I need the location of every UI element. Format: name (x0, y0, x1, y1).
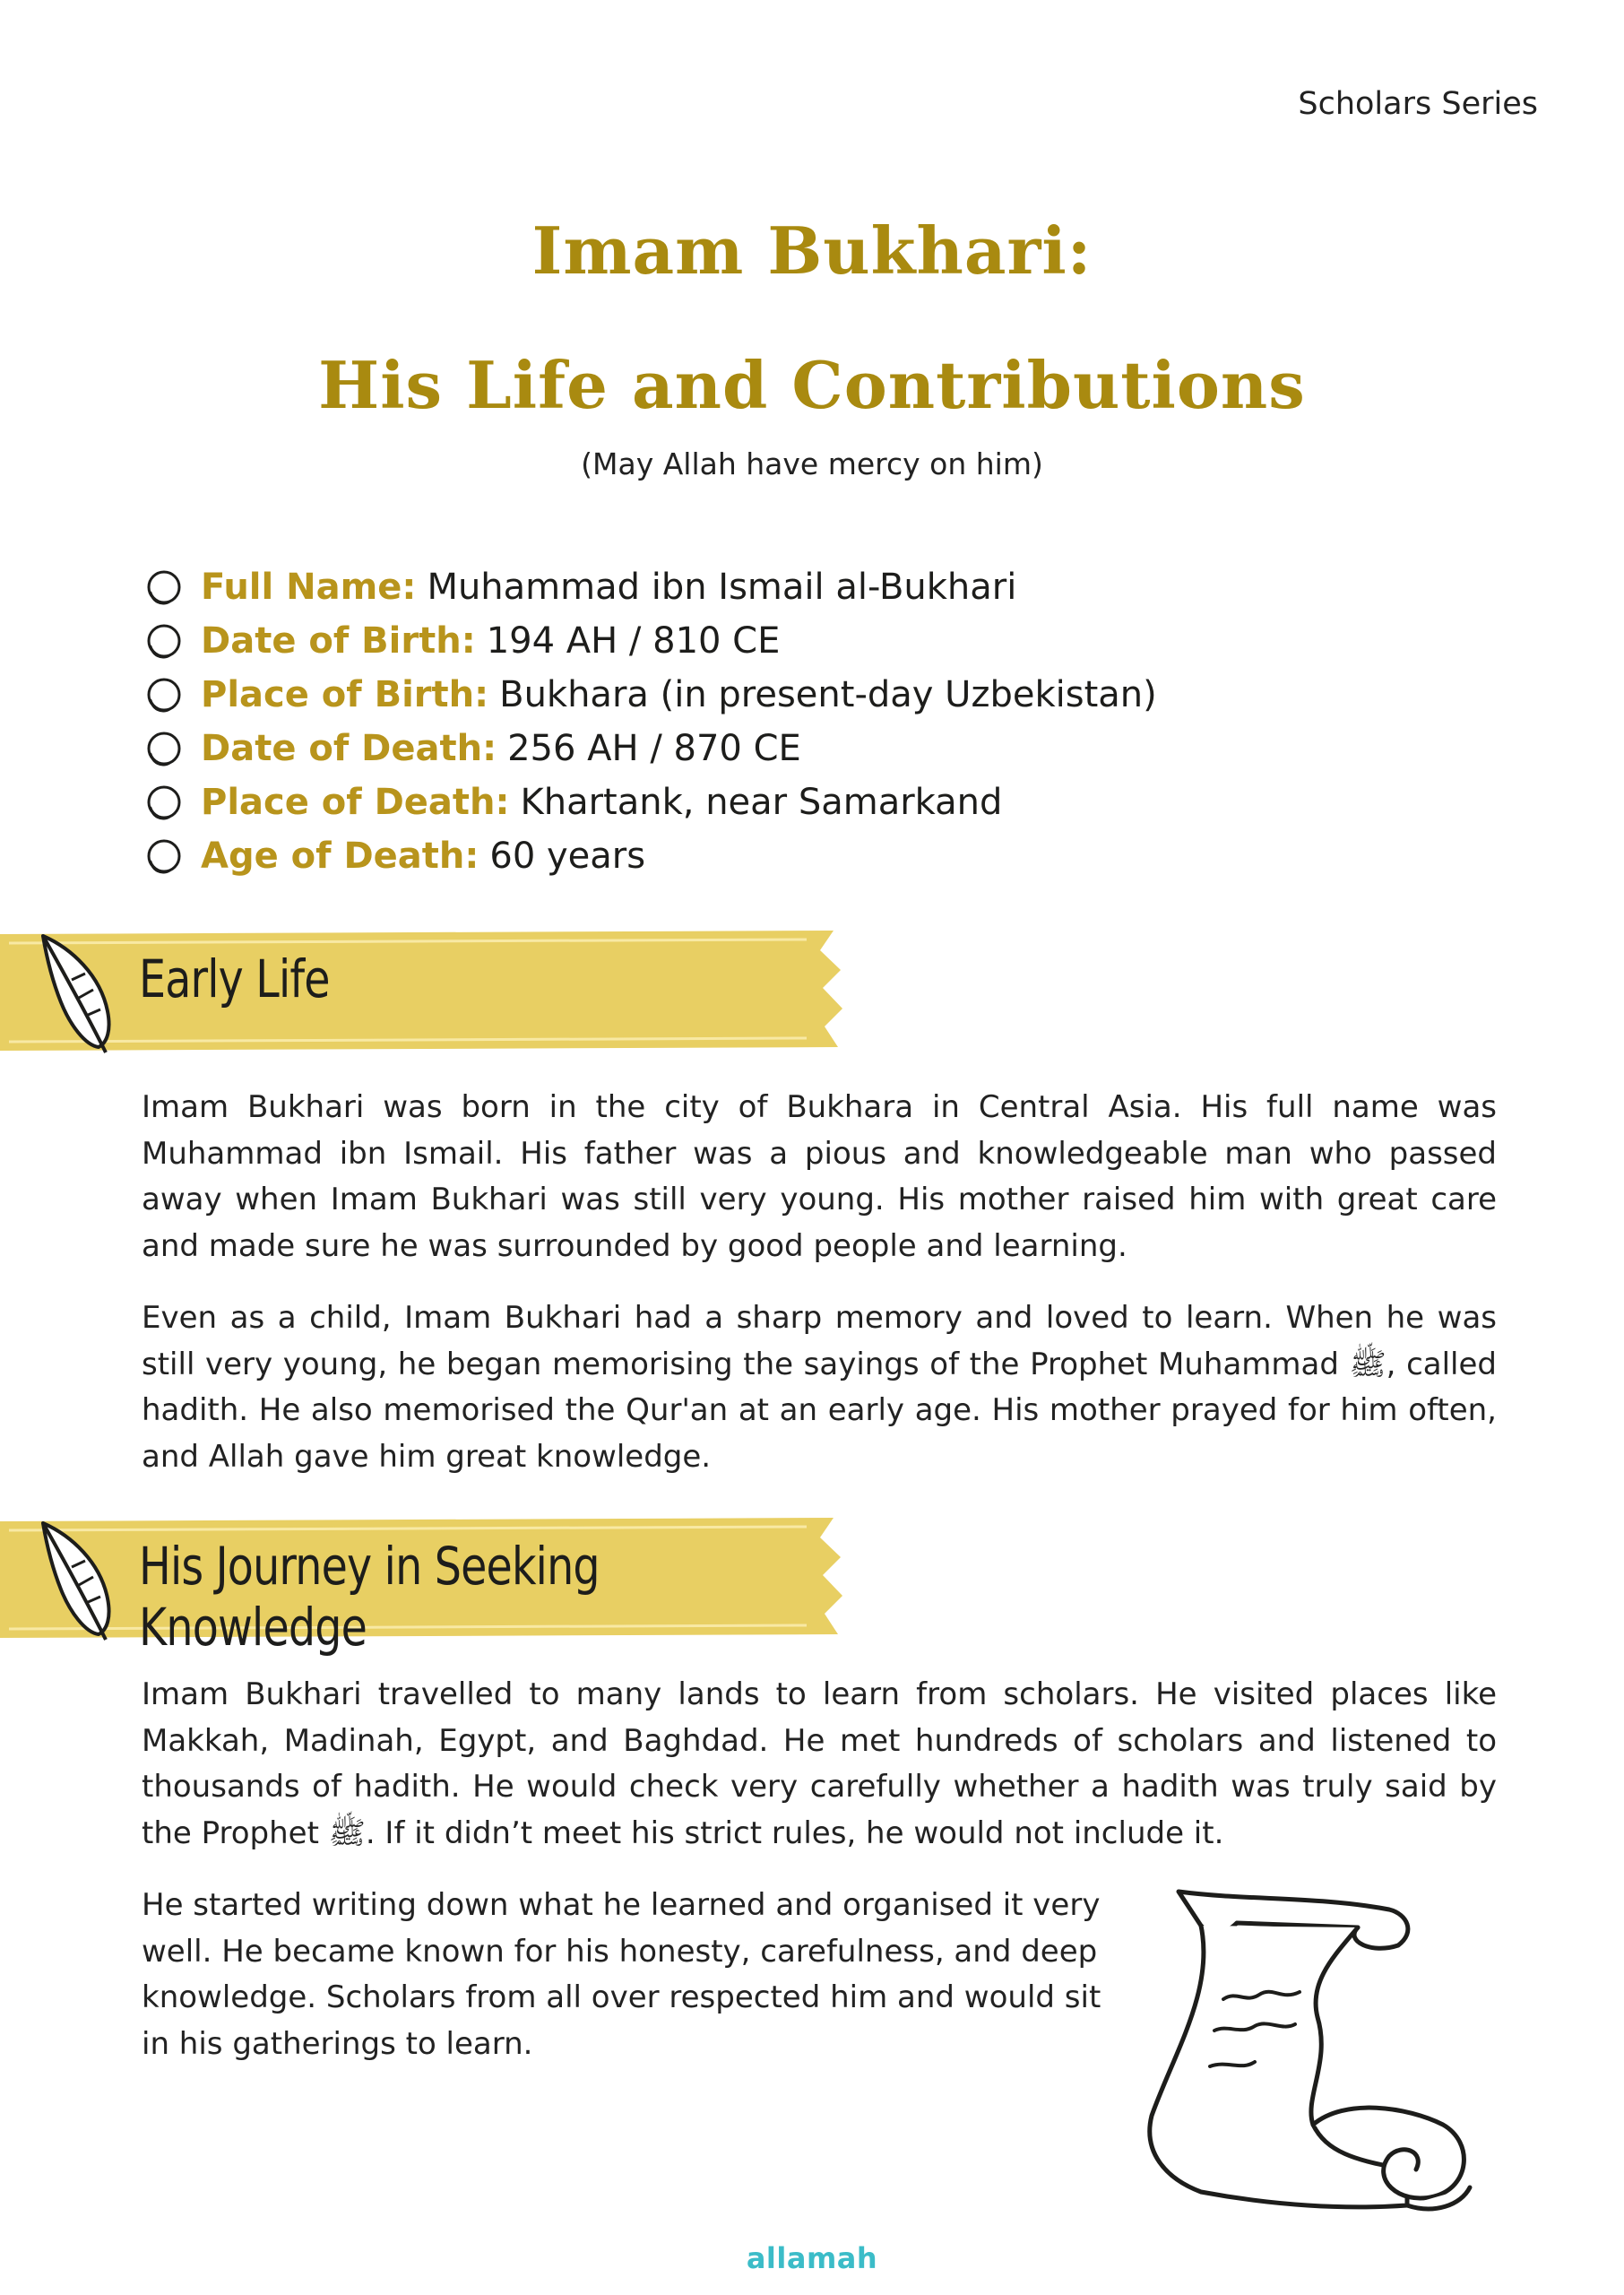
fact-value: 194 AH / 810 CE (486, 620, 781, 662)
series-label: Scholars Series (1298, 86, 1538, 122)
quill-feather-icon (36, 1518, 121, 1643)
crescent-bullet-icon (143, 620, 185, 662)
section-banner-early-life (0, 923, 851, 1058)
fact-full-name (143, 560, 1157, 614)
early-life-paragraph-2: Even as a child, Imam Bukhari had a sharp memory and loved to learn. When he was still very young, he began memorising the sayings of the Prophet Muhammad ﷺ, called hadith. He also memorised the Qur'an at an early age. His mother prayed for him often, and Allah gave him great knowledge. (142, 1300, 1497, 1475)
fact-value: Muhammad ibn Ismail al-Bukhari (427, 567, 1017, 608)
crescent-bullet-icon (143, 674, 185, 715)
early-life-paragraph-1: Imam Bukhari was born in the city of Bukhara in Central Asia. His full name was Muhammad ibn Ismail. His father was a pious and knowledgeable man who passed away when Imam Bukhari was still very young. His mother raised him with great care and made sure he was surrounded by good people and learning. (142, 1089, 1497, 1264)
fact-label: Full Name: (201, 567, 417, 608)
banner-ribbon (0, 923, 851, 1058)
page-title (0, 184, 1624, 453)
fact-age-of-death (143, 829, 1157, 883)
facts-list (143, 560, 1157, 883)
journey-paragraph-1: Imam Bukhari travelled to many lands to learn from scholars. He visited places like Makkah, Madinah, Egypt, and Baghdad. He met hundreds of scholars and listened to thousands of hadith. He would check very carefully whether a hadith was truly said by the Prophet ﷺ. If it didn’t meet his strict rules, he would not include it. (142, 1676, 1497, 1851)
page-subtitle: (May Allah have mercy on him) (581, 446, 1043, 481)
fact-value: Khartank, near Samarkand (520, 782, 1003, 823)
crescent-bullet-icon (143, 728, 185, 769)
fact-value: Bukhara (in present-day Uzbekistan) (499, 674, 1157, 715)
section-heading: His Journey in Seeking Knowledge (139, 1536, 600, 1658)
scroll-illustration-icon (1138, 1883, 1497, 2223)
fact-label: Date of Birth: (201, 620, 476, 662)
title-line-1: Imam Bukhari: (531, 212, 1093, 289)
crescent-bullet-icon (143, 782, 185, 823)
fact-label: Age of Death: (201, 836, 479, 877)
fact-label: Date of Death: (201, 728, 497, 769)
title-line-2: His Life and Contributions (318, 347, 1306, 423)
fact-place-of-death (143, 775, 1157, 829)
brand-logo: allamah (746, 2241, 878, 2275)
fact-value: 256 AH / 870 CE (507, 728, 801, 769)
journey-paragraph-2: He started writing down what he learned and organised it very well. He became known for his honesty, carefulness, and deep knowledge. Scholars from all over respected him and would sit in his gatherings to learn. (142, 1887, 1101, 2062)
fact-date-of-death (143, 722, 1157, 775)
fact-label: Place of Birth: (201, 674, 489, 715)
quill-feather-icon (36, 931, 121, 1056)
section-heading: Early Life (139, 948, 330, 1009)
fact-date-of-birth (143, 614, 1157, 668)
fact-value: 60 years (489, 836, 646, 877)
crescent-bullet-icon (143, 836, 185, 877)
crescent-bullet-icon (143, 567, 185, 608)
fact-place-of-birth (143, 668, 1157, 722)
fact-label: Place of Death: (201, 782, 510, 823)
section-banner-journey (0, 1511, 851, 1658)
